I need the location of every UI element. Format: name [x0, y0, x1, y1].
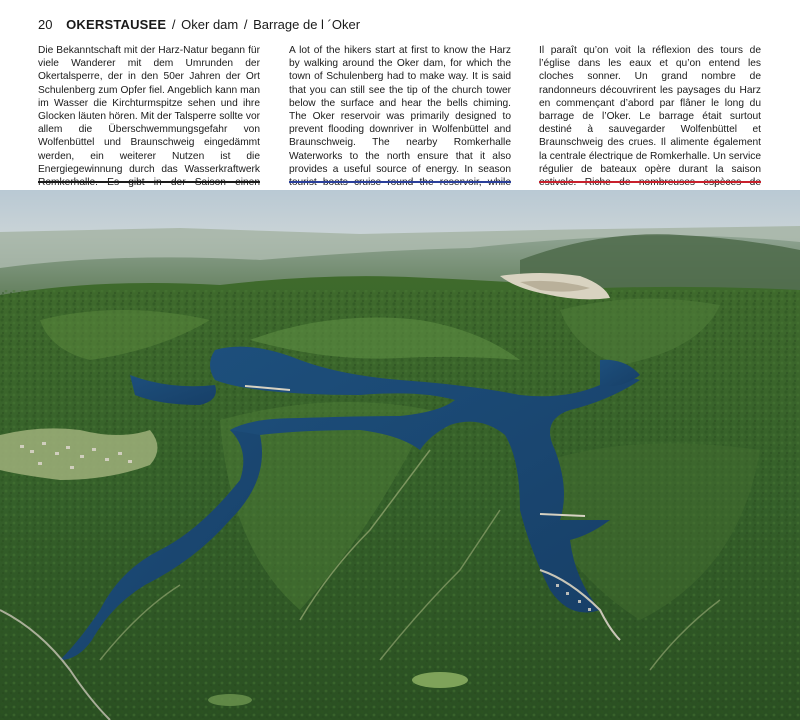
title-separator-1: / [171, 17, 176, 32]
english-column-rule [289, 181, 511, 183]
title-separator-2: / [243, 17, 248, 32]
french-column-rule [539, 181, 761, 183]
french-text-column: Il paraît qu’on voit la réflexion des tours de l’église dans les eaux et qu’on entend les cloches sonner. Un grand nombre de randonneurs découvrirent les paysages du Harz en commençant d’abord par flâner le long du barrage de l’Oker. Le barrage était surtout destiné à sauvegarder Wolfenbüttel et Braunschweig des crues. Il alimente également la centrale électrique de Romkerhalle. Un service régulier de bateaux opère durant la saison [539, 45, 761, 175]
page-header [38, 14, 778, 36]
title-german: OKERSTAUSEE [66, 17, 167, 32]
text-columns [38, 44, 760, 184]
title-french: Barrage de l ´Oker [253, 17, 361, 32]
german-column-rule [38, 181, 260, 183]
title-english: Oker dam [181, 17, 239, 32]
english-text-column: A lot of the hikers start at first to know the Harz by walking around the Oker dam, for which the town of Schulenberg had to make way. It is said that you can still see the tip of the church tower below the surface and hear the bells chiming. The Oker reservoir was primarily designed to prevent flooding downriver in Wolfenbüttel and Braunschweig. The nearby Romkerhalle Waterworks to the north ensure that it also provides a useful source of energy. In season [289, 45, 511, 175]
aerial-reservoir-photo [0, 190, 800, 720]
german-text-column: Die Bekanntschaft mit der Harz-Natur begann für viele Wanderer mit dem Umrunden der Okertalsperre, der in den 50er Jahren der Ort Schulenberg zum Opfer fiel. Angeblich kann man im Wasser die Kirchturmspitze sehen und ihre Glocken läuten hören. Mit der Talsperre sollte vor allem die Überschwemmungsgefahr von Wolfenbüttel und Braunschweig eingedämmt werden, ein weiterer Nutzen ist die Energiegewinnung durch das Wasserkraftwerk [38, 45, 260, 175]
page-number: 20 [38, 17, 53, 32]
